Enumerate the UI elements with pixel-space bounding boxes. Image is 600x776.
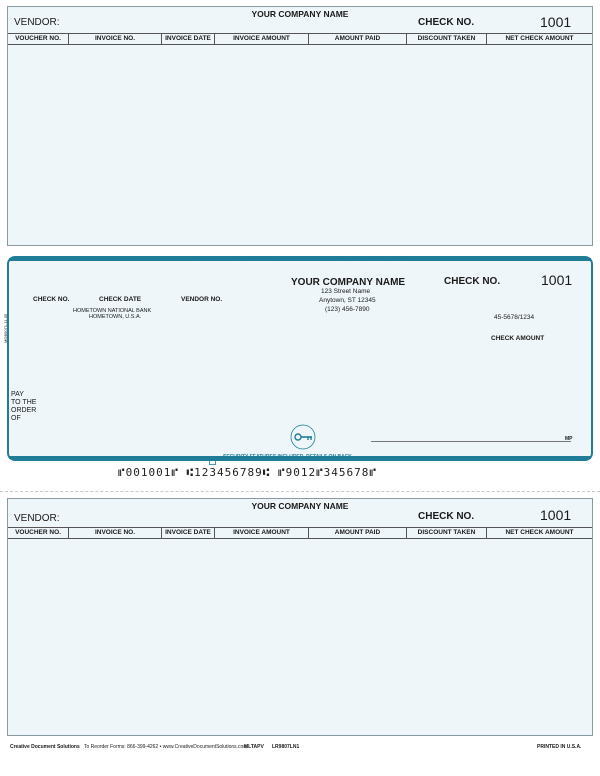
bottom-check-no-label: CHECK NO.	[418, 511, 475, 522]
vendor-no-column-label: VENDOR NO.	[181, 296, 223, 303]
key-icon	[299, 434, 300, 435]
company-phone: (123) 456-7890	[325, 306, 370, 313]
vendor-label: VENDOR:	[14, 17, 60, 28]
col-voucher-no: VOUCHER NO.	[8, 34, 69, 44]
bottom-stub	[7, 498, 593, 736]
col-net-check-amount: NET CHECK AMOUNT	[505, 35, 574, 42]
company-address-line2: Anytown, ST 12345	[319, 297, 376, 304]
top-stub	[7, 6, 593, 246]
bottom-stub-company-name: YOUR COMPANY NAME	[251, 501, 349, 511]
micr-line: ⑈001001⑈ ⑆123456789⑆ ⑈9012⑈345678⑈	[118, 466, 378, 479]
stub-company-name: YOUR COMPANY NAME	[251, 9, 349, 19]
check-company-name: YOUR COMPANY NAME	[291, 277, 406, 288]
check-no-column-label: CHECK NO.	[33, 296, 70, 303]
perforation-line	[0, 491, 600, 492]
col-discount-taken: DISCOUNT TAKEN	[407, 34, 487, 44]
footer-code1: MLTAPV	[244, 744, 264, 750]
col-amount-paid: AMOUNT PAID	[309, 34, 407, 44]
bottom-col-invoice-no: INVOICE NO.	[69, 528, 162, 538]
pay-to-line4: OF	[11, 415, 21, 422]
check-no-value: 1001	[540, 14, 572, 30]
pay-to-line2: TO THE	[11, 399, 37, 406]
bottom-column-headers	[8, 527, 592, 539]
bank-name: HOMETOWN NATIONAL BANK	[73, 308, 152, 314]
check-amount-label: CHECK AMOUNT	[491, 335, 545, 342]
check-date-column-label: CHECK DATE	[99, 296, 142, 303]
check-check-no-value: 1001	[541, 272, 573, 288]
col-invoice-amount: INVOICE AMOUNT	[215, 34, 309, 44]
pay-to-line3: ORDER	[11, 407, 37, 414]
col-invoice-no: INVOICE NO.	[69, 34, 162, 44]
check-check-no-label: CHECK NO.	[444, 276, 501, 287]
check-body	[3, 256, 593, 461]
bottom-check-no-value: 1001	[540, 507, 572, 523]
col-invoice-date: INVOICE DATE	[162, 34, 215, 44]
bottom-vendor-label: VENDOR:	[14, 513, 60, 524]
company-address-line1: 123 Street Name	[321, 288, 371, 295]
check-no-label: CHECK NO.	[418, 17, 475, 28]
colored-background-notice: THE FACE OF THIS DOCUMENT HAS A COLORED BACKGROUND ON WHITE PAPER	[189, 257, 411, 263]
bottom-col-invoice-amount: INVOICE AMOUNT	[215, 528, 309, 538]
column-headers	[8, 33, 592, 45]
side-form-code: MOB9071-11-05	[3, 313, 8, 343]
check-bottom-band	[9, 456, 591, 459]
footer-code2: LR9807LN1	[272, 744, 300, 750]
footer-reorder: To Reorder Forms: 866-399-4262 • www.CreativeDocumentSolutions.com	[84, 744, 248, 750]
signature-line	[371, 441, 571, 442]
bottom-col-discount-taken: DISCOUNT TAKEN	[407, 528, 487, 538]
bottom-col-amount-paid: AMOUNT PAID	[309, 528, 407, 538]
bottom-col-voucher-no: VOUCHER NO.	[8, 528, 69, 538]
bank-city: HOMETOWN, U.S.A.	[89, 314, 142, 320]
bottom-col-invoice-date: INVOICE DATE	[162, 528, 215, 538]
footer-brand: Creative Document Solutions	[10, 744, 80, 750]
mp-mark: MP	[565, 436, 573, 442]
footer-printed: PRINTED IN U.S.A.	[537, 744, 582, 750]
routing-fraction: 45-5678/1234	[494, 314, 535, 321]
bottom-col-net-check-amount: NET CHECK AMOUNT	[505, 529, 574, 536]
pay-to-line1: PAY	[11, 391, 24, 398]
security-seal	[285, 422, 321, 452]
